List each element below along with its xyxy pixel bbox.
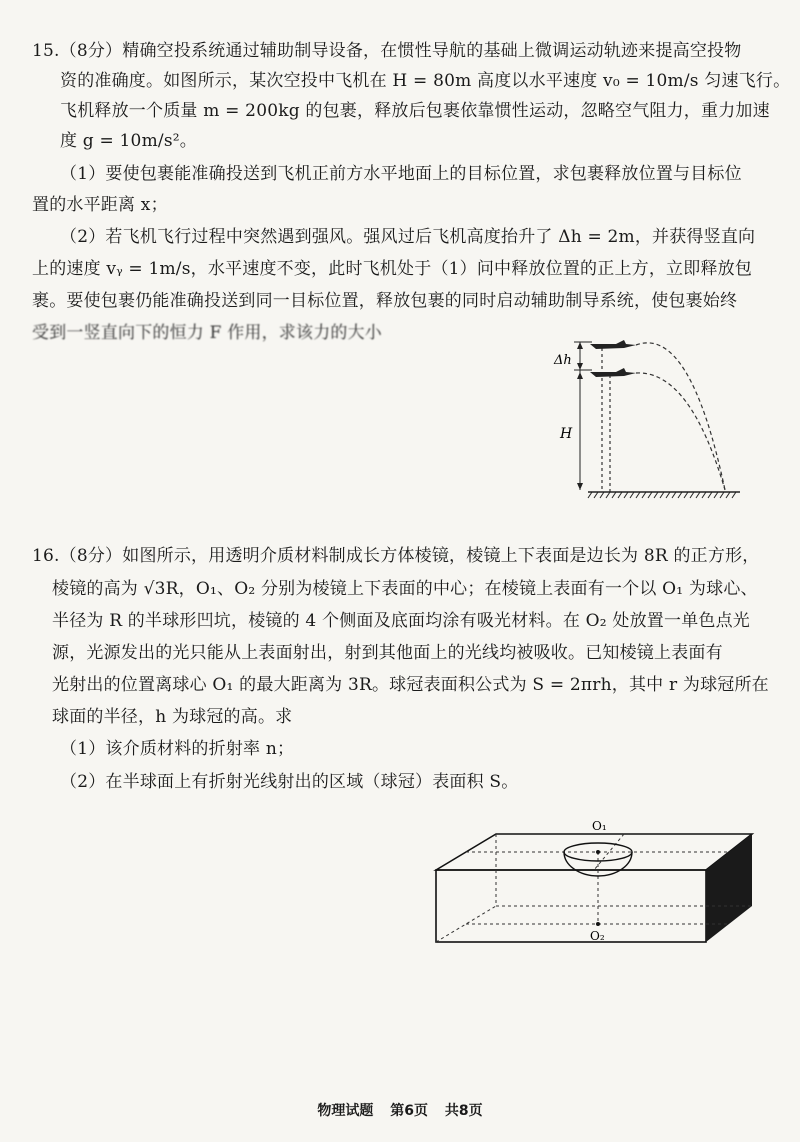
q16-line-5: 光射出的位置离球心 O₁ 的最大距离为 3R。球冠表面积公式为 S = 2πrh，其中 r 为球冠所在 <box>52 675 769 695</box>
q15-line-4: 度 g = 10m/s²。 <box>60 131 197 151</box>
q15-line-9: 裹。要使包裹仍能准确投送到同一目标位置，释放包裹的同时启动辅助制导系统，使包裹始终 <box>32 291 738 311</box>
label-delta-h: Δh <box>554 353 572 368</box>
airplane-lower-icon <box>590 368 636 377</box>
footer-page: 第6页 <box>390 1103 428 1119</box>
q15-line-6: 置的水平距离 x； <box>32 195 168 215</box>
q15-line-1: 15.（8分）精确空投系统通过辅助制导设备，在惯性导航的基础上微调运动轨迹来提高空投物 <box>32 41 742 61</box>
q16-line-2: 棱镜的高为 √3R，O₁、O₂ 分别为棱镜上下表面的中心；在棱镜上表面有一个以 O₁ 为球心、 <box>52 579 758 599</box>
label-O1: O₁ <box>592 819 607 833</box>
q15-line-5: （1）要使包裹能准确投送到飞机正前方水平地面上的目标位置，求包裹释放位置与目标位 <box>60 164 742 184</box>
q16-prism-figure <box>430 818 760 948</box>
label-H: H <box>560 426 573 442</box>
q15-line-8: 上的速度 vᵧ = 1m/s，水平速度不变，此时飞机处于（1）问中释放位置的正上方，立即释放包 <box>32 259 753 279</box>
q15-line-7: （2）若飞机飞行过程中突然遇到强风。强风过后飞机高度抬升了 Δh = 2m，并获得竖直向 <box>60 227 756 247</box>
footer-subject: 物理试题 <box>317 1103 374 1119</box>
q16-line-1: 16.（8分）如图所示，用透明介质材料制成长方体棱镜，棱镜上下表面是边长为 8R 的正方形， <box>32 546 760 566</box>
q16-line-7: （1）该介质材料的折射率 n； <box>60 739 295 759</box>
q15-line-2: 资的准确度。如图所示，某次空投中飞机在 H = 80m 高度以水平速度 v₀ = 10m/s 匀速飞行。 <box>60 71 791 91</box>
q16-line-3: 半径为 R 的半球形凹坑，棱镜的 4 个侧面及底面均涂有吸光材料。在 O₂ 处放置一单色点光 <box>52 611 750 631</box>
airplane-upper-icon <box>590 340 636 349</box>
prism-right-face <box>706 834 752 942</box>
page-footer <box>0 1100 800 1120</box>
q15-trajectory-figure <box>540 330 760 510</box>
q16-line-4: 源，光源发出的光只能从上表面射出，射到其他面上的光线均被吸收。已知棱镜上表面有 <box>52 643 723 663</box>
trajectory-lower <box>636 373 725 490</box>
q16-line-6: 球面的半径，h 为球冠的高。求 <box>52 707 293 727</box>
footer-total: 共8页 <box>444 1103 483 1119</box>
trajectory-upper <box>636 343 725 490</box>
q15-line-3: 飞机释放一个质量 m = 200kg 的包裹，释放后包裹依靠惯性运动，忽略空气阻力，重力加速 <box>60 101 770 121</box>
q15-line-10: 受到一竖直向下的恒力 F 作用，求该力的大小 <box>32 323 383 343</box>
q16-line-8: （2）在半球面上有折射光线射出的区域（球冠）表面积 S。 <box>60 772 519 792</box>
label-O2: O₂ <box>590 929 605 943</box>
